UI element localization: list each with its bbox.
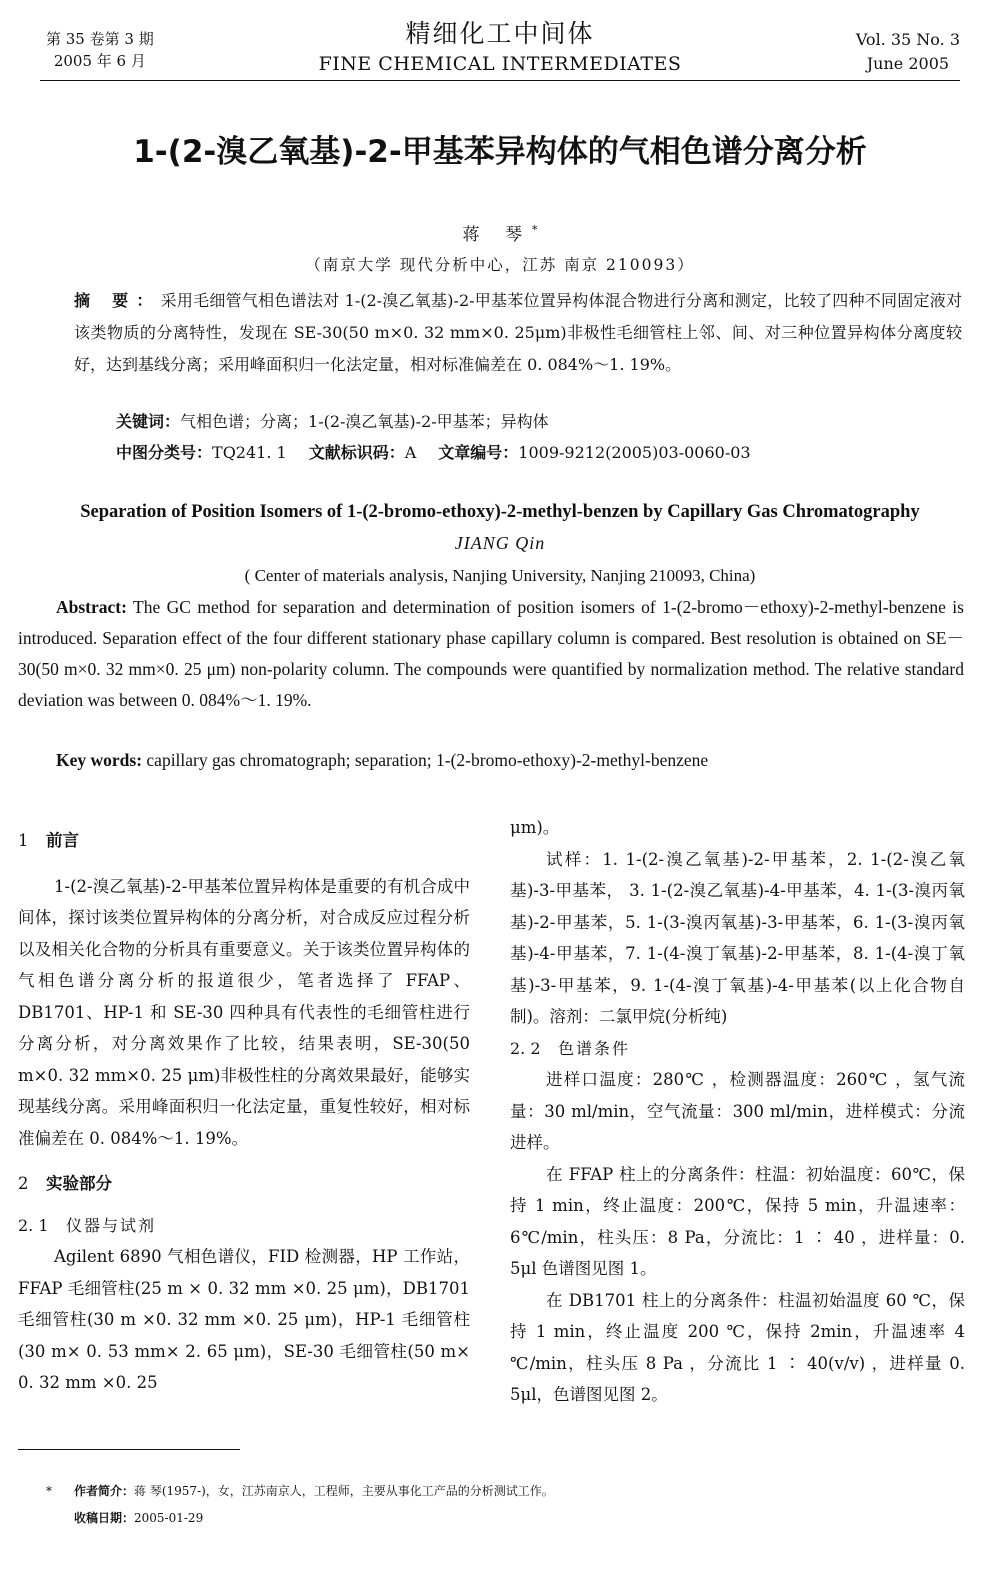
abstract-cn-label: 摘 要： [74,291,161,310]
volume-issue: 第 35 卷第 3 期 [46,30,154,48]
section-2-2-title: 色谱条件 [558,1038,631,1058]
author-affiliation: （南京大学 现代分析中心，江苏 南京 210093） [305,256,695,274]
classification-line [116,441,962,465]
abstract-cn-text: 采用毛细管气相色谱法对 1-(2-溴乙氧基)-2-甲基苯位置异构体混合物进行分离和测定，比较了四种不同固定液对该类物质的分离特性，发现在 SE-30(50 m×0. 32 mm×0. 25μm)非极性毛细管柱上邻、间、对三种位置异构体分离度较好，达到基线分离；采用峰面积归一化法定量，相对标准偏差在 0. 084%～1. 19%。 [74,291,962,374]
footnote [46,1478,554,1532]
english-keywords-label: Key words: [56,750,143,770]
english-keywords-text: capillary gas chromatograph; separation; 1-(2-bromo-ethoxy)-2-methyl-benzene [146,750,709,770]
english-abstract [18,592,964,716]
english-affiliation: ( Center of materials analysis, Nanjing University, Nanjing 210093, China) [244,566,756,585]
issue-date: 2005 年 6 月 [53,52,146,70]
journal-name [300,18,700,76]
section-1-number: 1 [18,831,29,850]
section-2-title: 实验部分 [46,1174,112,1193]
author-mark: * [531,223,538,237]
abstract-cn [74,285,962,381]
db1701-conditions-paragraph: 在 DB1701 柱上的分离条件：柱温初始温度 60 ℃，保持 1 min，终止温度 200 ℃，保持 2min，升温速率 4 ℃/min，柱头压 8 Pa ，分流比 1 ∶ 40(v/v) ，进样量 0. 5μl，色谱图见图 2。 [510,1290,965,1404]
doc-code-label: 文献标识码： [308,443,405,462]
paper-title: 1-(2-溴乙氧基)-2-甲基苯异构体的气相色谱分离分析 [133,134,867,170]
section-1-heading [18,825,470,857]
english-title: Separation of Position Isomers of 1-(2-bromo-ethoxy)-2-methyl-benzen by Capillary Gas Chromatography [80,502,920,522]
footnote-divider [18,1449,240,1450]
section-2-heading [18,1168,470,1200]
issue-info-en [856,28,960,76]
sample-paragraph: 试样：1. 1-(2-溴乙氧基)-2-甲基苯，2. 1-(2-溴乙氧基)-3-甲基苯， 3. 1-(2-溴乙氧基)-4-甲基苯，4. 1-(3-溴丙氧基)-2-甲基苯，5. 1-(3-溴丙氧基)-3-甲基苯，6. 1-(3-溴丙氧基)-4-甲基苯，7. 1-(4-溴丁氧基)-2-甲基苯，8. 1-(4-溴丁氧基)-3-甲基苯，9. 1-(4-溴丁氧基)-4-甲基苯(以上化合物自制)。溶剂：二氯甲烷(分析纯) [510,849,965,1026]
issue-date-en: June 2005 [866,54,950,73]
section-2-1-title: 仪器与试剂 [66,1215,157,1235]
section-2-number: 2 [18,1174,29,1193]
received-date-value: 2005-01-29 [134,1511,204,1525]
author-name [40,220,960,245]
english-abstract-label: Abstract: [56,597,127,617]
author-bio-label: 作者简介： [74,1484,135,1498]
author-bio [46,1478,554,1505]
keywords-cn-label: 关键词： [116,412,181,431]
article-number-label: 文章编号： [438,443,519,462]
author-name-text: 蒋 琴 [462,225,532,245]
body-left-column [18,825,470,1399]
section-2-1-continuation: μm)。 [510,818,560,837]
conditions-paragraph: 进样口温度：280℃ ，检测器温度：260℃ ，氢气流量：30 ml/min，空气流量：300 ml/min，进样模式：分流进样。 [510,1070,965,1152]
received-date [46,1505,554,1532]
received-date-label: 收稿日期： [74,1511,135,1525]
section-1-title: 前言 [46,831,79,850]
journal-name-cn: 精细化工中间体 [405,19,595,48]
keywords-cn [116,410,962,434]
issue-info [46,28,154,72]
article-number-value: 1009-9212(2005)03-0060-03 [518,443,751,462]
section-2-2-number: 2. 2 [510,1038,541,1058]
ffap-conditions-paragraph: 在 FFAP 柱上的分离条件：柱温：初始温度：60℃，保持 1 min，终止温度：200℃，保持 5 min，升温速率：6℃/min，柱头压：8 Pa，分流比：1 ∶ 40 ，进样量：0. 5μl 色谱图见图 1。 [510,1164,965,1278]
footnote-mark: * [46,1484,52,1498]
section-2-2-heading [510,1033,965,1065]
clc-label: 中图分类号： [116,443,213,462]
header-divider [40,80,960,81]
english-keywords [56,750,964,771]
english-abstract-text: The GC method for separation and determination of position isomers of 1-(2-bromo－ethoxy)-2-methyl-benzene is introduced. Separation effect of the four different stationary phase capillary column is compared. Best resolution is obtained on SE－30(50 m×0. 32 mm×0. 25 μm) non-polarity column. The compounds were quantified by normalization method. The relative standard deviation was between 0. 084%～1. 19%. [18,597,964,710]
keywords-cn-text: 气相色谱；分离；1-(2-溴乙氧基)-2-甲基苯；异构体 [180,412,549,431]
volume-number-en: Vol. 35 No. 3 [855,30,960,49]
clc-value: TQ241. 1 [212,443,287,462]
english-author: JIANG Qin [454,533,546,553]
author-bio-text: 蒋 琴(1957-)，女，江苏南京人，工程师，主要从事化工产品的分析测试工作。 [134,1484,554,1498]
section-2-1-heading [18,1210,470,1242]
section-2-1-paragraph: Agilent 6890 气相色谱仪，FID 检测器，HP 工作站，FFAP 毛细管柱(25 m × 0. 32 mm ×0. 25 μm)，DB1701 毛细管柱(30 m ×0. 32 mm ×0. 25 μm)，HP-1 毛细管柱(30 m× 0. 53 mm× 2. 65 μm)，SE-30 毛细管柱(50 m× 0. 32 mm ×0. 25 [18,1247,470,1392]
body-right-column [510,812,965,1411]
section-2-1-number: 2. 1 [18,1215,49,1235]
journal-name-en: FINE CHEMICAL INTERMEDIATES [318,53,682,75]
doc-code-value: A [404,443,417,462]
section-1-paragraph: 1-(2-溴乙氧基)-2-甲基苯位置异构体是重要的有机合成中间体，探讨该类位置异构体的分离分析，对合成反应过程分析以及相关化合物的分析具有重要意义。关于该类位置异构体的气相色谱分离分析的报道很少，笔者选择了 FFAP、DB1701、HP-1 和 SE-30 四种具有代表性的毛细管柱进行分离分析，对分离效果作了比较，结果表明，SE-30(50 m×0. 32 mm×0. 25 μm)非极性柱的分离效果最好，能够实现基线分离。采用峰面积归一化法定量，重复性较好，相对标准偏差在 0. 084%～1. 19%。 [18,876,470,1148]
